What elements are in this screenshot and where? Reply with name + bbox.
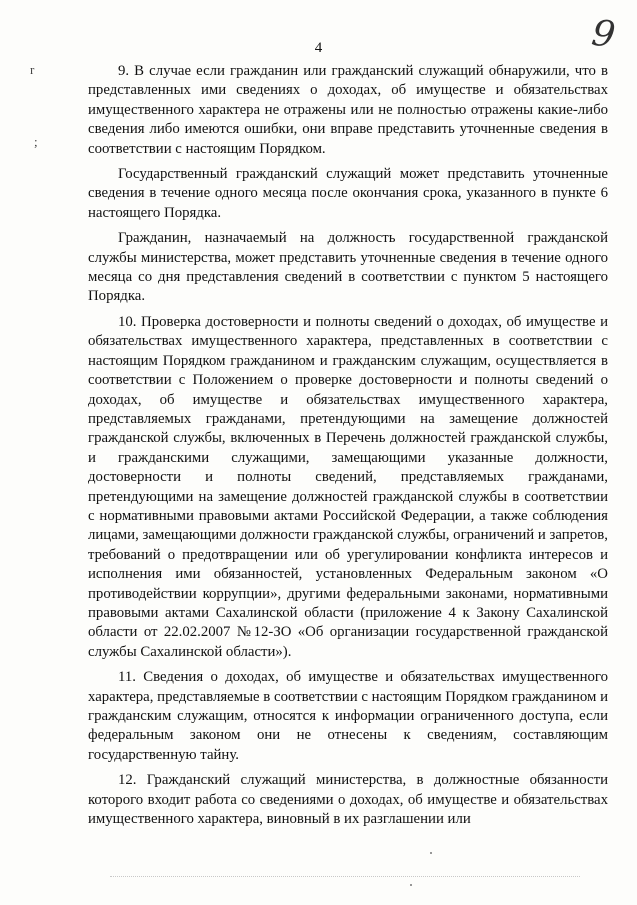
paragraph-10: 10. Проверка достоверности и полноты сведений о доходах, об имуществе и обязательствах имущественного характера, представленных в соответствии с настоящим Порядком гражданином и гражданским служащим, осуществляется в соответствии с Положением о проверке достоверности и полноты сведений о доходах, об имуществе и обязательствах имущественного характера, представляемых гражданами, претендующими на замещение должностей гражданской службы, включенных в Перечень должностей гражданской службы, и гражданскими служащими, замещающими указанные должности, достоверности и полноты сведений, представляемых гражданами, претендующими на замещение должностей гражданской службы в соответствии с нормативными правовыми актами Российской Федерации, а также соблюдения лицами, замещающими должности гражданской службы, ограничений и запретов, требований о предотвращении или об урегулировании конфликта интересов и исполнения ими обязанностей, установленных Федеральным законом «О противодействии коррупции», другими федеральными законами, нормативными правовыми актами Сахалинской области (приложение 4 к Закону Сахалинской области от 22.02.2007 №12-ЗО «Об организации государственной гражданской службы Сахалинской области»). (88, 313, 608, 660)
document-body (88, 62, 608, 835)
paragraph-11: 11. Сведения о доходах, об имуществе и обязательствах имущественного характера, представляемые в соответствии с настоящим Порядком гражданином и гражданским служащим, относятся к информации ограниченного доступа, если федеральным законом они не отнесены к сведениям, составляющим государственную тайну. (88, 669, 608, 763)
paragraph-12: 12. Гражданский служащий министерства, в должностные обязанности которого входит работа со сведениями о доходах, об имуществе и обязательствах имущественного характера, виновный в их разглашении или (88, 772, 608, 828)
scan-speck (430, 852, 432, 854)
scan-speck (410, 884, 412, 886)
paragraph-9-citizen: Гражданин, назначаемый на должность государственной гражданской службы министерства, может представить уточненные сведения в течение одного месяца со дня представления сведений в соответствии с пунктом 5 настоящего Порядка. (88, 230, 608, 305)
scan-noise-line (110, 876, 580, 878)
margin-mark-top: r (30, 62, 35, 77)
page-number: 4 (314, 40, 323, 56)
margin-mark-middle: ; (34, 134, 38, 149)
paragraph-9-civil-servant: Государственный гражданский служащий может представить уточненные сведения в течение одного месяца после окончания срока, указанного в пункте 6 настоящего Порядка. (88, 166, 608, 221)
handwritten-page-number: 9 (589, 12, 618, 57)
paragraph-9: 9. В случае если гражданин или гражданский служащий обнаружили, что в представленных ими сведениях о доходах, об имуществе и обязательствах имущественного характера не отражены или не полностью отражены какие-либо сведения либо имеются ошибки, они вправе представить уточненные сведения в соответствии с настоящим Порядком. (88, 63, 608, 157)
